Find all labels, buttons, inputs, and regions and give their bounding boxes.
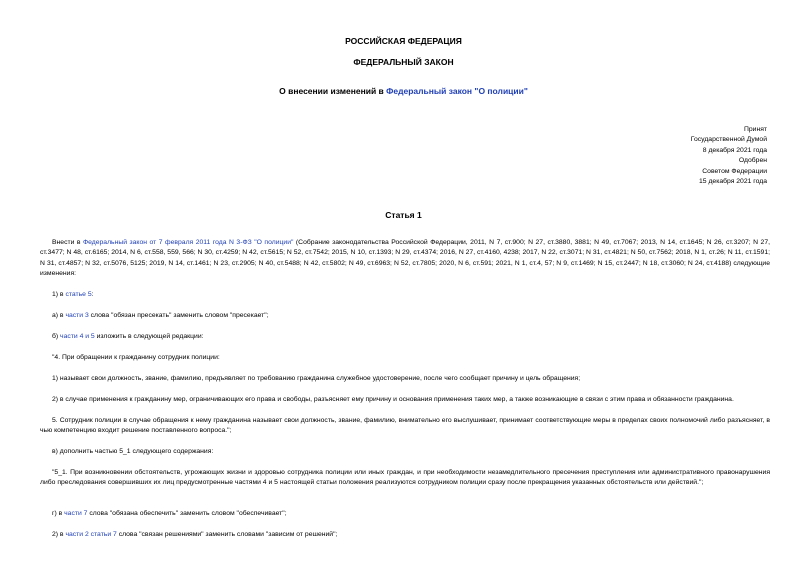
item-2: [40, 530, 770, 540]
item-b-post: изложить в следующей редакции:: [94, 333, 204, 340]
law-type-heading: ФЕДЕРАЛЬНЫЙ ЗАКОН: [353, 57, 454, 67]
country-heading: РОССИЙСКАЯ ФЕДЕРАЦИЯ: [345, 36, 462, 46]
quote-part-4: "4. При обращении к гражданину сотрудник полиции:: [52, 354, 220, 361]
approved-by: Советом Федерации: [702, 167, 767, 175]
accepted-by: Государственной Думой: [690, 136, 767, 144]
acceptance-block: [567, 125, 767, 187]
item-b-pre: б): [52, 333, 61, 340]
approved-date: 15 декабря 2021 года: [699, 178, 767, 186]
item-2-post: слова "связан решениями" заменить словами "зависим от решений";: [116, 531, 338, 538]
item-a: [40, 311, 770, 321]
article-intro: [40, 238, 770, 280]
intro-pre: Внести в: [52, 239, 83, 246]
accepted-date: 8 декабря 2021 года: [702, 146, 767, 154]
item-b: [40, 332, 770, 342]
approved-label: Одобрен: [738, 157, 767, 165]
article-title: Статья 1: [385, 210, 422, 220]
police-law-ref-link[interactable]: Федеральный закон от 7 февраля 2011 года N 3-ФЗ "О полиции": [82, 239, 294, 246]
police-law-link[interactable]: Федеральный закон "О полиции": [386, 86, 528, 96]
article-5-link[interactable]: статье 5: [65, 291, 92, 298]
item-v: в) дополнить частью 5_1 следующего содержания:: [52, 448, 214, 455]
quote-part-5: 5. Сотрудник полиции в случае обращения к нему гражданина называет свои должность, звание, фамилию, внимательно его выслушивает, принимает соответствующие меры в пределах своих полномочий либо разъясняет, в чью компетенцию входит решение поставленного вопроса.";: [40, 417, 770, 435]
law-title-prefix: О внесении изменений в: [279, 86, 387, 96]
quote-part-4-item-2: 2) в случае применения к гражданину мер, ограничивающих его права и свободы, разъясняет ему причину и основания применения таких мер, а также возникающие в связи с этим права и обязанности гражданина.: [52, 396, 734, 403]
item-2-pre: 2) в: [52, 531, 66, 538]
quote-part-4-item-1: 1) называет свои должность, звание, фамилию, предъявляет по требованию гражданина служебное удостоверение, после чего сообщает причину и цель обращения;: [52, 375, 581, 382]
item-a-pre: а) в: [52, 312, 66, 319]
parts-4-5-link[interactable]: части 4 и 5: [60, 333, 95, 340]
article-7-part-2-link[interactable]: части 2 статьи 7: [65, 531, 117, 538]
part-7-link[interactable]: части 7: [64, 510, 88, 517]
intro-post: (Собрание законодательства Российской Федерации, 2011, N 7, ст.900; N 27, ст.3880, 3881; N 49, ст.7067; 2013, N 14, ст.1645; N 26, ст.3207; N 27, ст.3477; N 48, ст.6165; 2014, N 6, ст.558, 559, 566; N 30, ст.4259; N 42, ст.5615; N 52, ст.7542; 2015, N 10, ст.1393; N 29, ст.4374; 2016, N 27, ст.4160, 4238; 2017, N 22, ст.3071; N 31, ст.4821; N 50, ст.7562; 2018, N 1, ст.26; N 11, ст.1591; N 31, ст.4857; N 32, ст.5076, 5125; 2019, N 14, ст.1461; N 23, ст.2905; N 40, ст.5488; N 42, ст.5802; N 49, ст.6963; N 52, ст.7805; 2020, N 6, ст.591; 2021, N 1, ст.4, 57; N 9, ст.1469; N 15, ст.2447; N 18, ст.3060; N 24, ст.4188) следующие изменения:: [40, 239, 770, 278]
item-1-post: :: [91, 291, 94, 298]
part-3-link[interactable]: части 3: [65, 312, 89, 319]
item-g: [40, 509, 770, 519]
item-1-pre: 1) в: [52, 291, 66, 298]
quote-part-5-1: "5_1. При возникновении обстоятельств, угрожающих жизни и здоровью сотрудника полиции или иных граждан, и при необходимости незамедлительного пресечения преступления или административного правонарушения либо преследования совершивших их лиц предусмотренные частями 4 и 5 настоящей статьи положения реализуются сотрудником полиции сразу после прекращения указанных обстоятельств или действий.";: [40, 469, 770, 487]
accepted-label: Принят: [743, 126, 767, 133]
law-title: [0, 86, 807, 96]
item-a-post: слова "обязан пресекать" заменить словом "пресекает";: [88, 312, 269, 319]
item-g-pre: г) в: [52, 510, 65, 517]
item-1: [40, 290, 770, 300]
item-g-post: слова "обязана обеспечить" заменить словом "обеспечивает";: [87, 510, 287, 517]
